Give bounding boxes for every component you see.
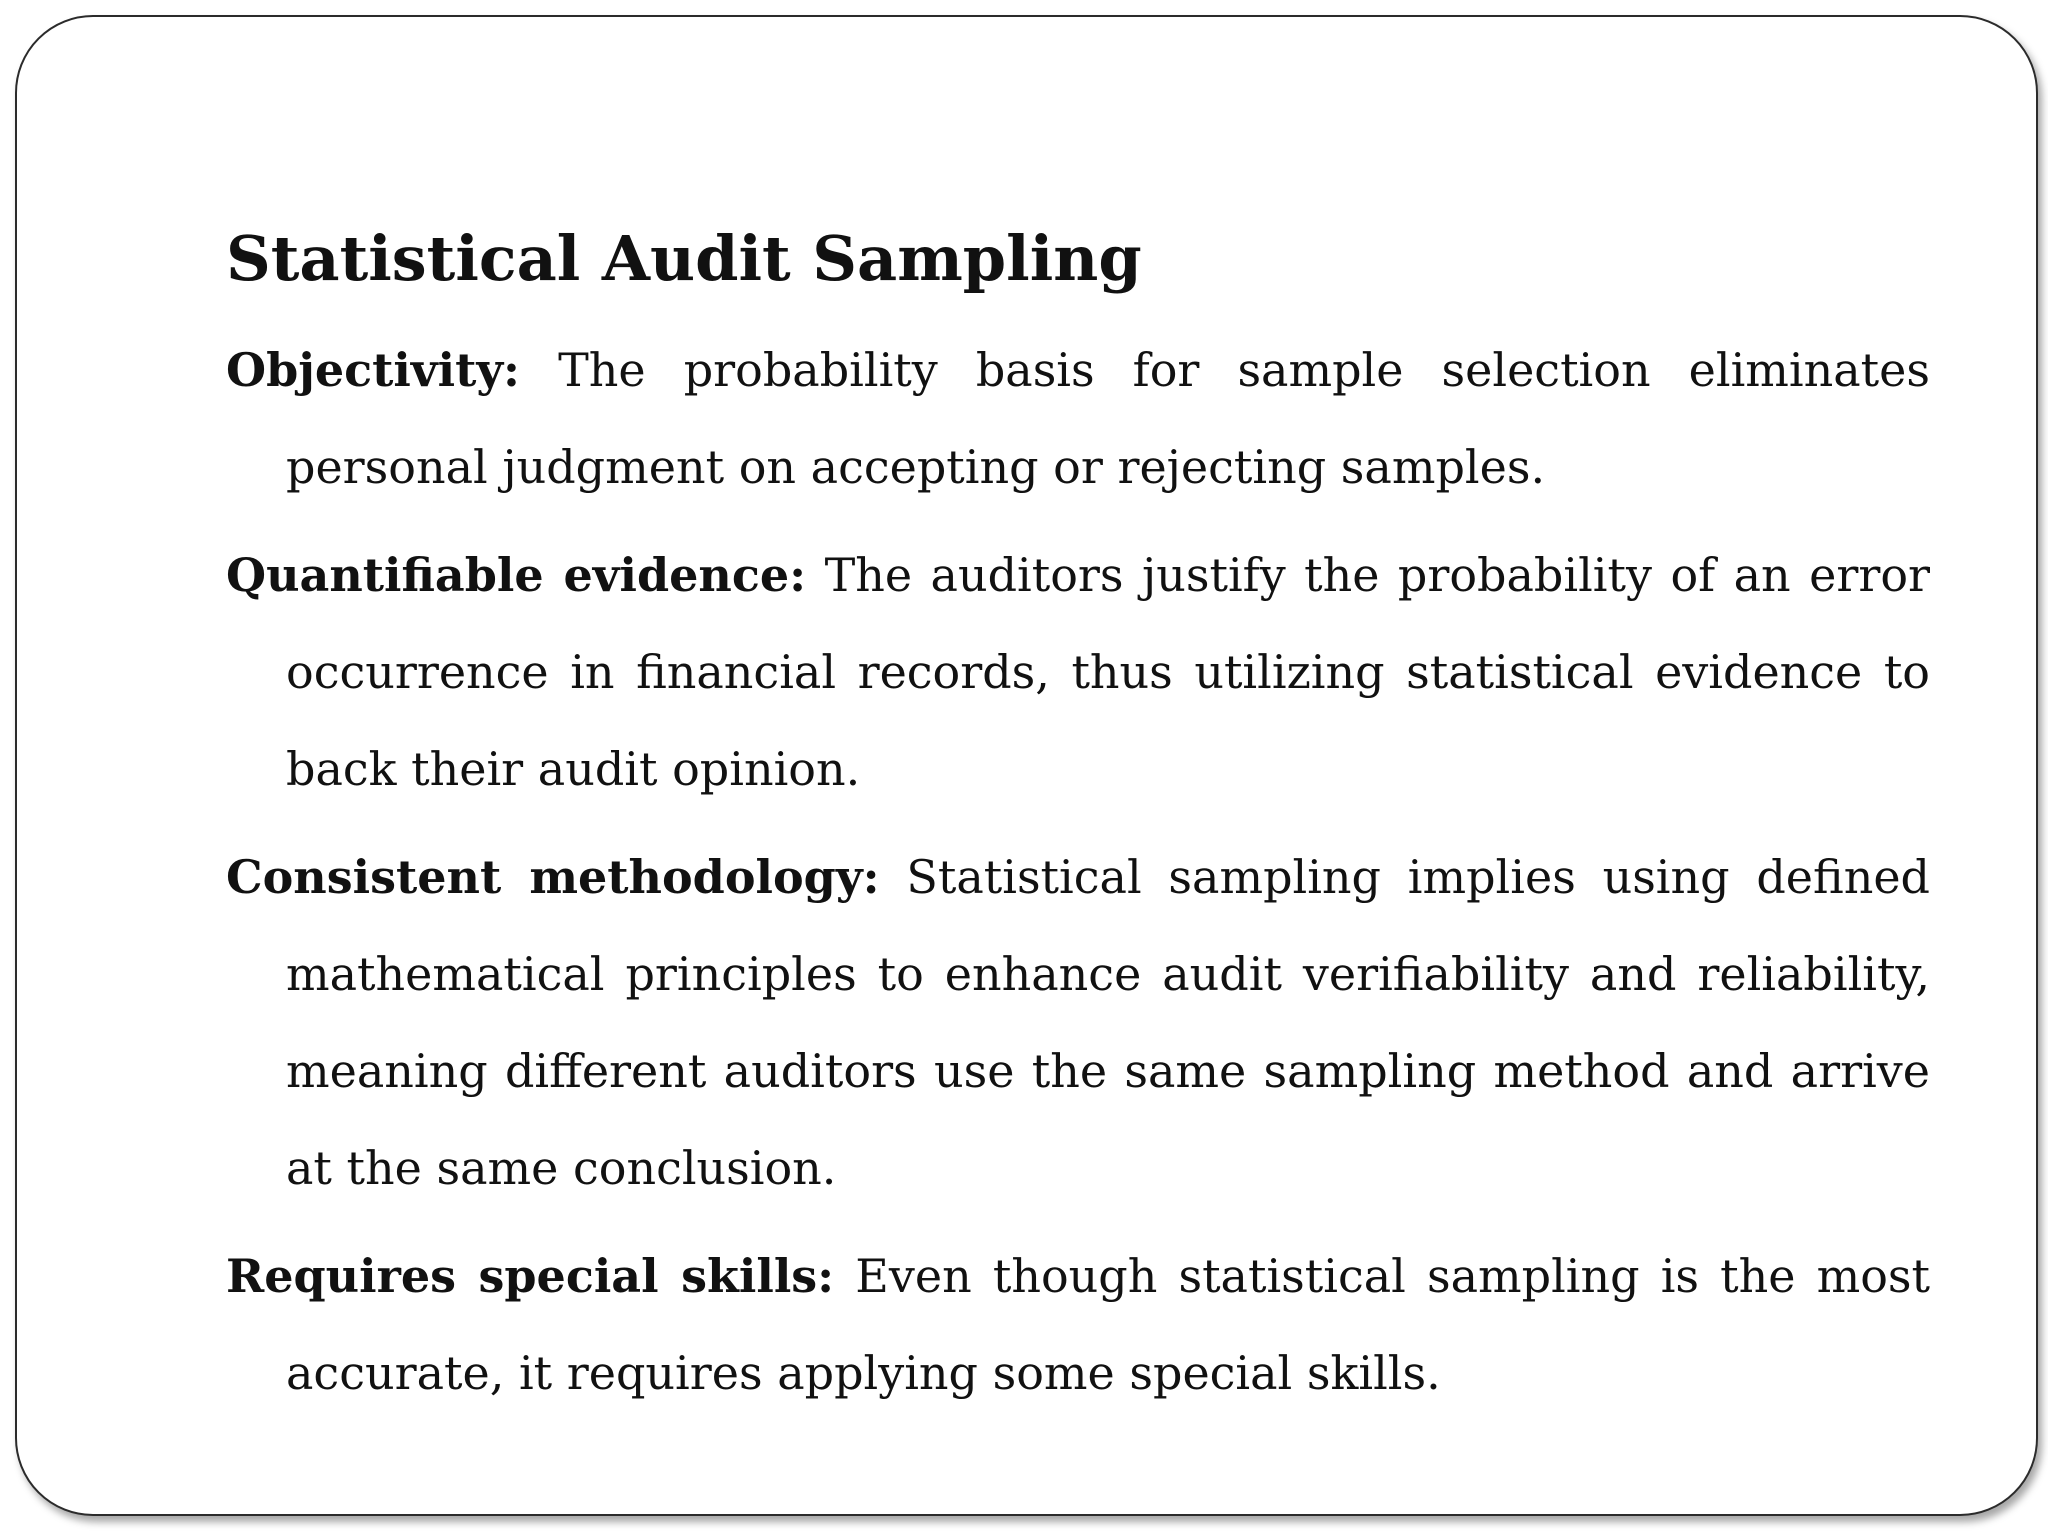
point-term: Consistent methodology: xyxy=(226,850,880,904)
point-text: The probability basis for sample selection eliminates personal judgment on accepting or rejecting samples. xyxy=(286,343,1930,494)
point-term: Objectivity: xyxy=(226,343,521,397)
point-text: Even though statistical sampling is the most accurate, it requires applying some special skills. xyxy=(286,1249,1931,1400)
point-text: Statistical sampling implies using defined mathematical principles to enhance audit verifiability and reliability, meaning different auditors use the same sampling method and arrive at the same conclusion. xyxy=(286,850,1930,1195)
point-term: Quantifiable evidence: xyxy=(226,548,807,602)
point-quantifiable-evidence xyxy=(226,527,1930,818)
slide-content xyxy=(226,222,1930,1433)
point-objectivity xyxy=(226,322,1930,516)
point-requires-special-skills xyxy=(226,1228,1930,1422)
slide-title: Statistical Audit Sampling xyxy=(226,222,1142,295)
point-consistent-methodology xyxy=(226,829,1930,1217)
point-text: The auditors justify the probability of an error occurrence in financial records, thus utilizing statistical evidence to back their audit opinion. xyxy=(286,548,1931,796)
point-term: Requires special skills: xyxy=(226,1249,835,1303)
